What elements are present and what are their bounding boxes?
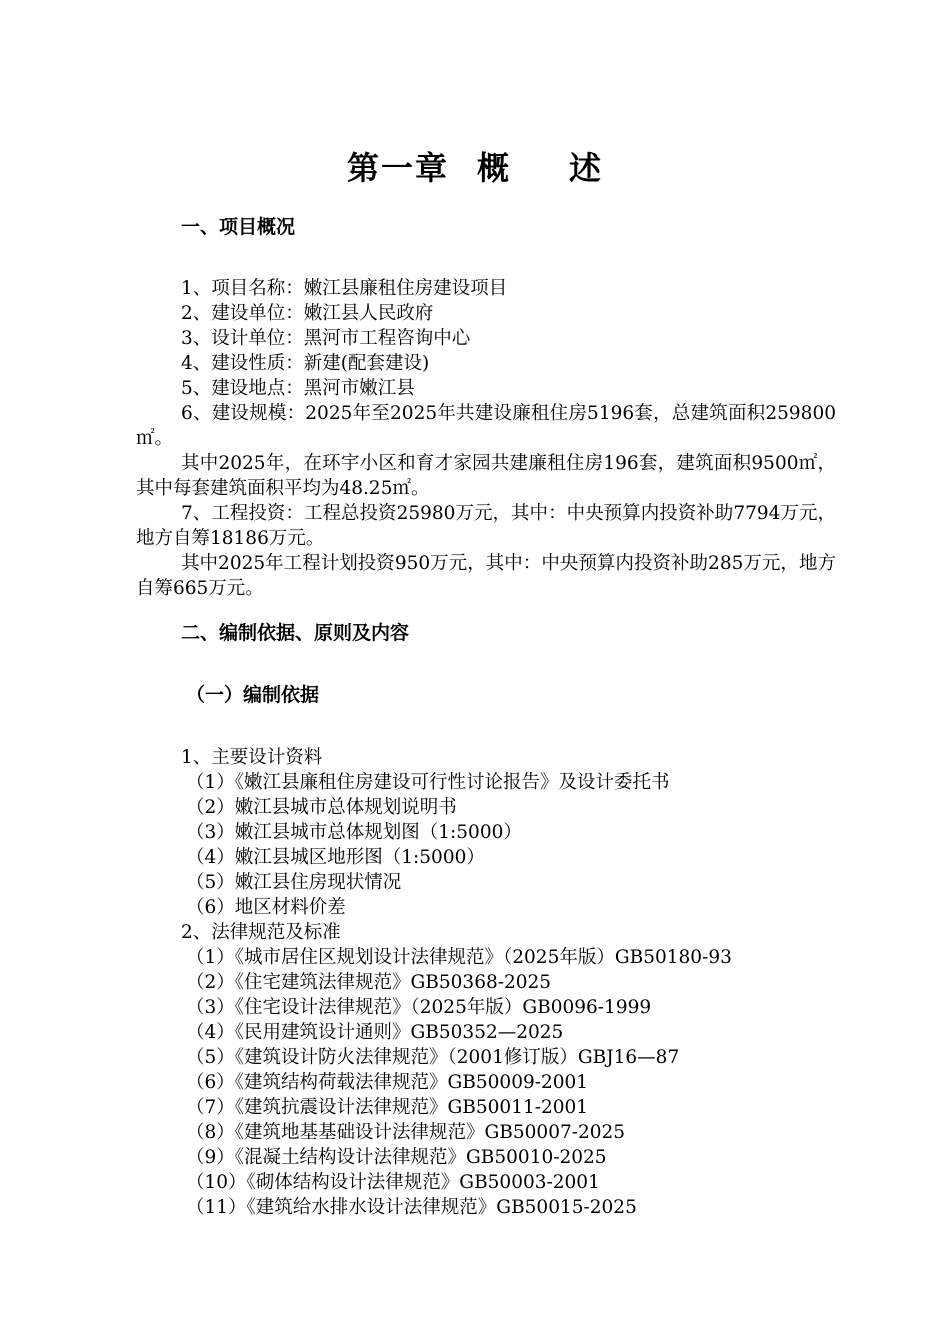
list-item: （9）《混凝土结构设计法律规范》GB50010-2025 bbox=[186, 1147, 607, 1168]
list-item: （7）《建筑抗震设计法律规范》GB50011-2001 bbox=[186, 1097, 589, 1118]
chapter-title bbox=[0, 146, 950, 190]
list-item: （1）《城市居住区规划设计法律规范》（2025年版）GB50180-93 bbox=[186, 947, 732, 968]
chapter-title-char-2: 述 bbox=[569, 149, 604, 187]
section2-subheading: （一）编制依据 bbox=[186, 684, 320, 706]
section1-heading: 一、项目概况 bbox=[181, 216, 296, 238]
overview-paragraph: 其中2025年工程计划投资950万元，其中：中央预算内投资补助285万元，地方自筹665万元。 bbox=[136, 553, 836, 599]
chapter-number: 第一章 bbox=[346, 149, 449, 187]
overview-item: 4、建设性质：新建(配套建设) bbox=[181, 353, 430, 374]
list-item: （2）嫩江县城市总体规划说明书 bbox=[186, 797, 457, 818]
overview-paragraph: 其中2025年，在环宇小区和育才家园共建廉租住房196套，建筑面积9500㎡，其中每套建筑面积平均为48.25㎡。 bbox=[136, 453, 836, 499]
section2-heading: 二、编制依据、原则及内容 bbox=[181, 622, 410, 644]
overview-item: 3、设计单位：黑河市工程咨询中心 bbox=[181, 328, 471, 349]
overview-item: 1、项目名称：嫩江县廉租住房建设项目 bbox=[181, 278, 508, 299]
list-item: （5）《建筑设计防火法律规范》（2001修订版）GBJ16—87 bbox=[186, 1047, 680, 1068]
list-item: （4）《民用建筑设计通则》GB50352—2025 bbox=[186, 1022, 564, 1043]
list-item: （2）《住宅建筑法律规范》GB50368-2025 bbox=[186, 972, 552, 993]
overview-paragraph: 7、工程投资：工程总投资25980万元，其中：中央预算内投资补助7794万元，地方自筹18186万元。 bbox=[136, 503, 836, 549]
list-item: （10）《砌体结构设计法律规范》GB50003-2001 bbox=[186, 1172, 600, 1193]
list-item: （4）嫩江县城区地形图（1:5000） bbox=[186, 847, 485, 868]
list-item: （3）嫩江县城市总体规划图（1:5000） bbox=[186, 822, 522, 843]
list-item: （6）《建筑结构荷载法律规范》GB50009-2001 bbox=[186, 1072, 589, 1093]
basis-list bbox=[136, 745, 836, 1220]
project-overview bbox=[136, 276, 836, 601]
list-item: （3）《住宅设计法律规范》（2025年版）GB0096-1999 bbox=[186, 997, 652, 1018]
overview-item: 5、建设地点：黑河市嫩江县 bbox=[181, 378, 415, 399]
list-item: （8）《建筑地基基础设计法律规范》GB50007-2025 bbox=[186, 1122, 626, 1143]
group-title: 2、法律规范及标准 bbox=[181, 922, 341, 943]
list-item: （5）嫩江县住房现状情况 bbox=[186, 872, 402, 893]
list-item: （1）《嫩江县廉租住房建设可行性讨论报告》及设计委托书 bbox=[186, 772, 670, 793]
list-item: （6）地区材料价差 bbox=[186, 897, 346, 918]
overview-item: 2、建设单位：嫩江县人民政府 bbox=[181, 303, 434, 324]
group-title: 1、主要设计资料 bbox=[181, 747, 323, 768]
overview-paragraph: 6、建设规模：2025年至2025年共建设廉租住房5196套，总建筑面积259800㎡。 bbox=[136, 403, 836, 449]
chapter-title-char-1: 概 bbox=[476, 149, 511, 187]
list-item: （11）《建筑给水排水设计法律规范》GB50015-2025 bbox=[186, 1197, 637, 1218]
